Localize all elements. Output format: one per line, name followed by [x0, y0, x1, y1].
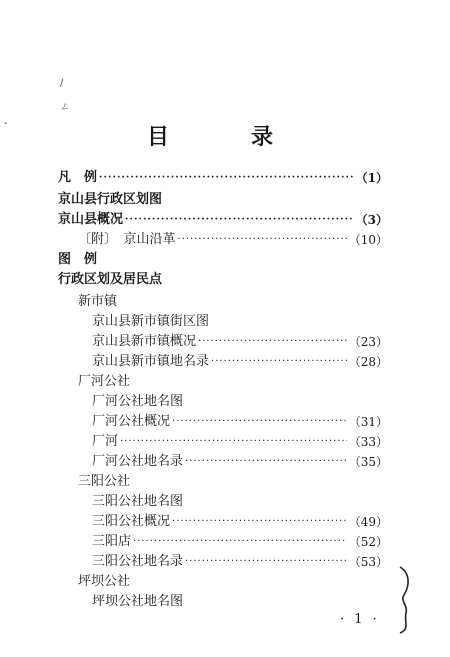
toc-entry-label: 坪坝公社地名图 — [92, 594, 184, 609]
toc-entry — [92, 452, 388, 472]
toc-entry-label: 厂河 — [92, 434, 119, 449]
toc-entry — [58, 210, 388, 230]
toc-entry-label: 三阳公社地名图 — [92, 494, 184, 509]
toc-entry-label: 厂河公社概况 — [92, 414, 171, 429]
toc-entry-page: （28） — [348, 355, 388, 369]
toc-entry — [92, 412, 388, 432]
leader-dots — [198, 332, 347, 352]
toc-entry — [92, 512, 388, 532]
toc-entry — [58, 270, 388, 290]
toc-entry-label: 厂河公社 — [78, 374, 131, 389]
leader-dots — [185, 452, 347, 472]
toc-entry-label: 京山县新市镇地名录 — [92, 354, 210, 369]
toc-entry-page: （49） — [348, 515, 388, 529]
toc-entry-label: 京山县行政区划图 — [58, 192, 163, 207]
toc-entry-label: 三阳公社地名录 — [92, 554, 184, 569]
toc-entry-label: 京山县概况 — [58, 212, 124, 227]
toc-entry — [58, 250, 388, 270]
toc-entry — [92, 592, 388, 612]
toc-entry-page: （3） — [355, 213, 388, 227]
toc-entry-page: （33） — [348, 435, 388, 449]
toc-entry — [92, 432, 388, 452]
leader-dots — [172, 412, 347, 432]
toc-entry-page: （1） — [355, 171, 388, 185]
toc-entry — [92, 332, 388, 352]
toc-entry — [78, 572, 388, 592]
toc-entry-label: 行政区划及居民点 — [58, 272, 163, 287]
toc-title: 目 录 — [146, 124, 303, 150]
toc-entry-label: 坪坝公社 — [78, 574, 131, 589]
toc-entry — [78, 292, 388, 312]
toc-entry — [58, 190, 388, 210]
leader-dots — [99, 168, 354, 188]
leader-dots — [120, 432, 347, 452]
leader-dots — [178, 230, 347, 250]
toc-entry — [92, 392, 388, 412]
toc-entry-page: （35） — [348, 455, 388, 469]
handwritten-brace-mark — [396, 565, 416, 635]
toc-entry — [78, 472, 388, 492]
toc-entry-label: 三阳店 — [92, 534, 132, 549]
toc-entry-page: （10） — [348, 233, 388, 247]
leader-dots — [125, 210, 354, 230]
toc-entry — [92, 552, 388, 572]
leader-dots — [133, 532, 347, 552]
leader-dots — [185, 552, 347, 572]
page-number: · 1 · — [340, 612, 380, 627]
toc-entry — [92, 532, 388, 552]
toc-entry-label: 三阳公社概况 — [92, 514, 171, 529]
toc-entry-label: 图 例 — [58, 252, 98, 267]
margin-mark: ㄥ — [60, 102, 70, 113]
toc-entry — [78, 372, 388, 392]
toc-entry — [92, 492, 388, 512]
toc-entry-page: （52） — [348, 535, 388, 549]
margin-mark: / — [60, 78, 64, 89]
toc-entry-label: 新市镇 — [78, 294, 118, 309]
toc-entry-label: 厂河公社地名录 — [92, 454, 184, 469]
toc-entry-label: 〔附〕 京山沿革 — [78, 232, 176, 247]
leader-dots — [172, 512, 347, 532]
margin-mark: - — [4, 118, 8, 129]
toc-entry-label: 凡 例 — [58, 170, 98, 185]
toc-entry — [92, 312, 388, 332]
leader-dots — [211, 352, 347, 372]
toc-entry-page: （31） — [348, 415, 388, 429]
toc-entry-page: （53） — [348, 555, 388, 569]
toc-entry-label: 三阳公社 — [78, 474, 131, 489]
toc-entry-label: 京山县新市镇概况 — [92, 334, 197, 349]
toc-entry — [92, 352, 388, 372]
toc-entry-label: 厂河公社地名图 — [92, 394, 184, 409]
toc-entry-page: （23） — [348, 335, 388, 349]
toc-entry — [58, 168, 388, 188]
toc-entry-label: 京山县新市镇街区图 — [92, 314, 210, 329]
toc-entry — [78, 230, 388, 250]
